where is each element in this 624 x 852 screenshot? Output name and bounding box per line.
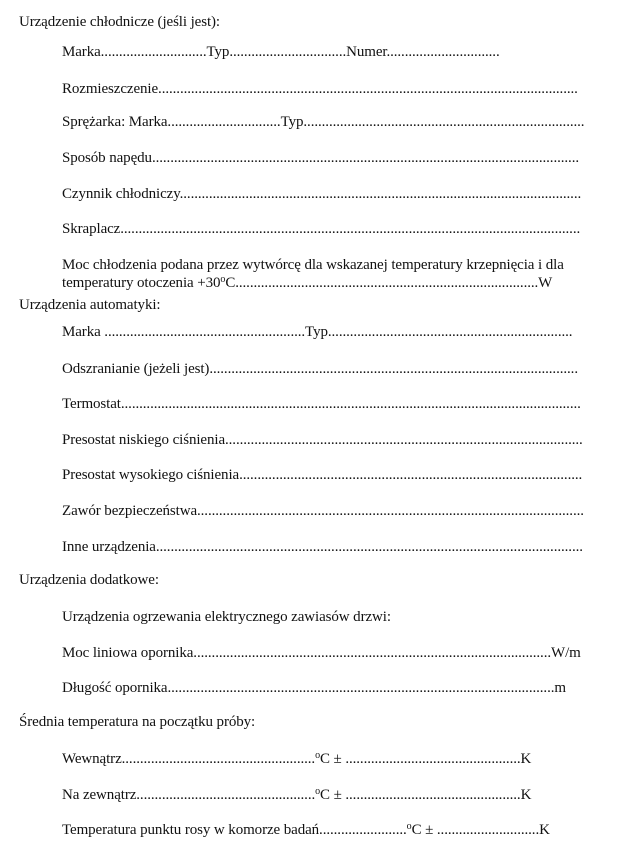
cooling-moc-line1: Moc chłodzenia podana przez wytwórcę dla wskazanej temperatury krzepnięcia i dla (62, 257, 564, 273)
cooling-moc-line2: temperatury otoczenia $+30^oC...................................................................................W$ (62, 274, 553, 291)
temperature-zewnatrz-field: Na zewnątrz.................................................$^o$C ± ................................................K (62, 786, 532, 803)
cooling-sprezarka-field: Sprężarka: Marka...............................Typ............................................................................. (62, 114, 585, 130)
cooling-heading: Urządzenie chłodnicze (jeśli jest): (19, 14, 220, 30)
cooling-rozmieszczenie-field: Rozmieszczenie................................................................................................................... (62, 81, 578, 97)
automation-presostat-wysoki-field: Presostat wysokiego ciśnienia.............................................................................................. (62, 467, 583, 483)
cooling-marka-field: Marka.............................Typ................................Numer............................... (62, 44, 500, 60)
additional-moc-liniowa-field: Moc liniowa opornika..................................................................................................W/m (62, 645, 581, 661)
temperature-wewnatrz-field: Wewnątrz.....................................................$^o$C ± ................................................K (62, 750, 532, 767)
automation-zawor-field: Zawór bezpieczeństwa.......................................................................................................... (62, 503, 584, 519)
additional-heading: Urządzenia dodatkowe: (19, 572, 159, 588)
automation-marka-field: Marka .......................................................Typ................................................................... (62, 324, 573, 340)
automation-termostat-field: Termostat.............................................................................................................................. (62, 396, 581, 412)
additional-ogrzewanie-label: Urządzenia ogrzewania elektrycznego zawiasów drzwi: (62, 609, 391, 625)
cooling-skraplacz-field: Skraplacz.............................................................................................................................. (62, 221, 581, 237)
automation-heading: Urządzenia automatyki: (19, 297, 161, 313)
cooling-sposob-field: Sposób napędu..................................................................................................................... (62, 150, 579, 166)
additional-dlugosc-field: Długość opornika..........................................................................................................m (62, 680, 566, 696)
automation-presostat-niski-field: Presostat niskiego ciśnienia.................................................................................................. (62, 432, 583, 448)
temperature-heading: Średnia temperatura na początku próby: (19, 714, 256, 730)
automation-odszranianie-field: Odszranianie (jeżeli jest)..................................................................................................... (62, 361, 578, 377)
temperature-rosa-field: Temperatura punktu rosy w komorze badań........................$^o$C ± ............................K (62, 821, 550, 838)
cooling-czynnik-field: Czynnik chłodniczy.............................................................................................................. (62, 186, 582, 202)
automation-inne-field: Inne urządzenia..................................................................................................................... (62, 539, 583, 555)
